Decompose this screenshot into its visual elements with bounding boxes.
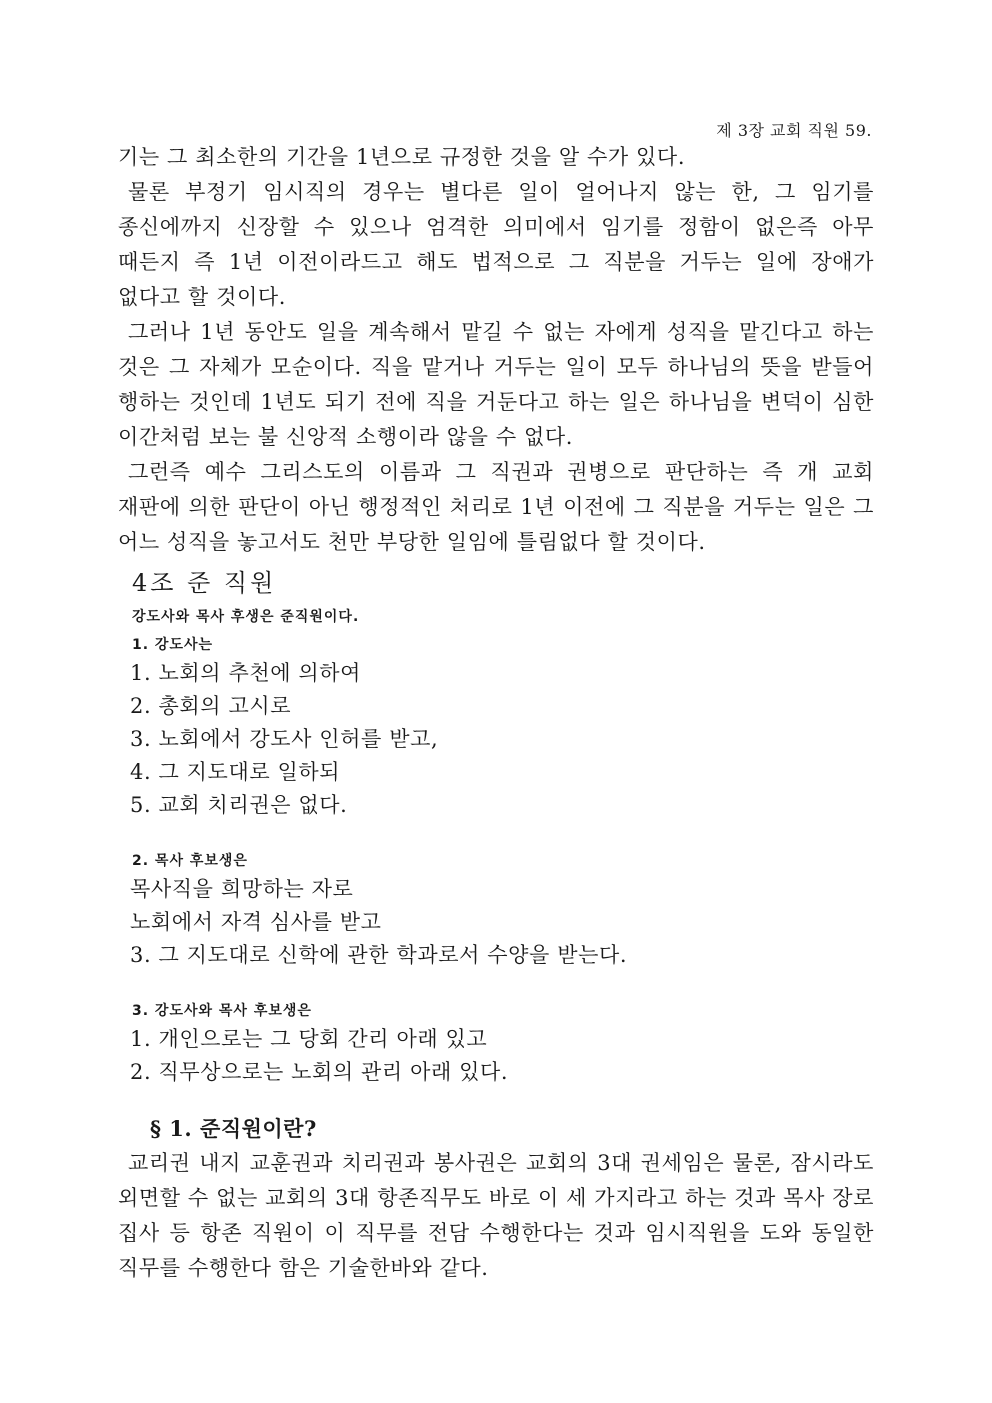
part-heading: 2. 목사 후보생은	[132, 853, 248, 869]
paragraph: 기는 그 최소한의 기간을 1년으로 규정한 것을 알 수가 있다.	[118, 145, 686, 169]
list-item: 목사직을 희망하는 자로	[130, 877, 354, 901]
part-heading: 1. 강도사는	[132, 637, 214, 653]
list-item: 1. 개인으로는 그 당회 간리 아래 있고	[130, 1027, 488, 1051]
body-text-block	[118, 1146, 874, 1286]
list-item: 3. 그 지도대로 신학에 관한 학과로서 수양을 받는다.	[130, 943, 628, 967]
list-item: 노회에서 자격 심사를 받고	[130, 910, 382, 934]
paragraph: 그러나 1년 동안도 일을 계속해서 맡길 수 없는 자에게 성직을 맡긴다고 하는 것은 그 자체가 모순이다. 직을 맡거나 거두는 일이 모두 하나님의 뜻을 받들어 행하는 것인데 1년도 되기 전에 직을 거둔다고 하는 일은 하나님을 변덕이 심한 이간처럼 보는 불 신앙적 소행이라 않을 수 없다.	[118, 320, 874, 449]
list-item: 4. 그 지도대로 일하되	[130, 760, 341, 784]
paragraph: 교리권 내지 교훈권과 치리권과 봉사권은 교회의 3대 권세임은 물론, 잠시라도 외면할 수 없는 교회의 3대 항존직무도 바로 이 세 가지라고 하는 것과 목사 장로 집사 등 항존 직원이 이 직무를 전담 수행한다는 것과 임시직원을 도와 동일한 직무를 수행한다 함은 기술한바와 같다.	[118, 1151, 875, 1280]
list-item: 2. 직무상으로는 노회의 관리 아래 있다.	[130, 1060, 509, 1084]
list-item: 1. 노회의 추천에 의하여	[130, 661, 362, 685]
body-text-block	[118, 140, 874, 560]
part-heading: 3. 강도사와 목사 후보생은	[132, 1003, 312, 1019]
running-head: 제 3장 교회 직원 59.	[716, 121, 872, 140]
subsection-title: § 1. 준직원이란?	[150, 1116, 317, 1141]
list-item: 3. 노회에서 강도사 인허를 받고,	[130, 727, 439, 751]
section-title: 4조 준 직원	[132, 569, 277, 597]
paragraph: 그런즉 예수 그리스도의 이름과 그 직권과 권병으로 판단하는 즉 개 교회 재판에 의한 판단이 아닌 행정적인 처리로 1년 이전에 그 직분을 거두는 일은 그 어느 성직을 놓고서도 천만 부당한 일임에 틀림없다 할 것이다.	[118, 460, 874, 554]
list-item: 5. 교회 치리권은 없다.	[130, 793, 348, 817]
paragraph: 물론 부정기 임시직의 경우는 별다른 일이 얼어나지 않는 한, 그 임기를 종신에까지 신장할 수 있으나 엄격한 의미에서 임기를 정함이 없은즉 아무 때든지 즉 1년 이전이라드고 해도 법적으로 그 직분을 거두는 일에 장애가 없다고 할 것이다.	[118, 180, 874, 309]
section-intro: 강도사와 목사 후생은 준직원이다.	[132, 609, 360, 625]
list-item: 2. 총회의 고시로	[130, 694, 292, 718]
